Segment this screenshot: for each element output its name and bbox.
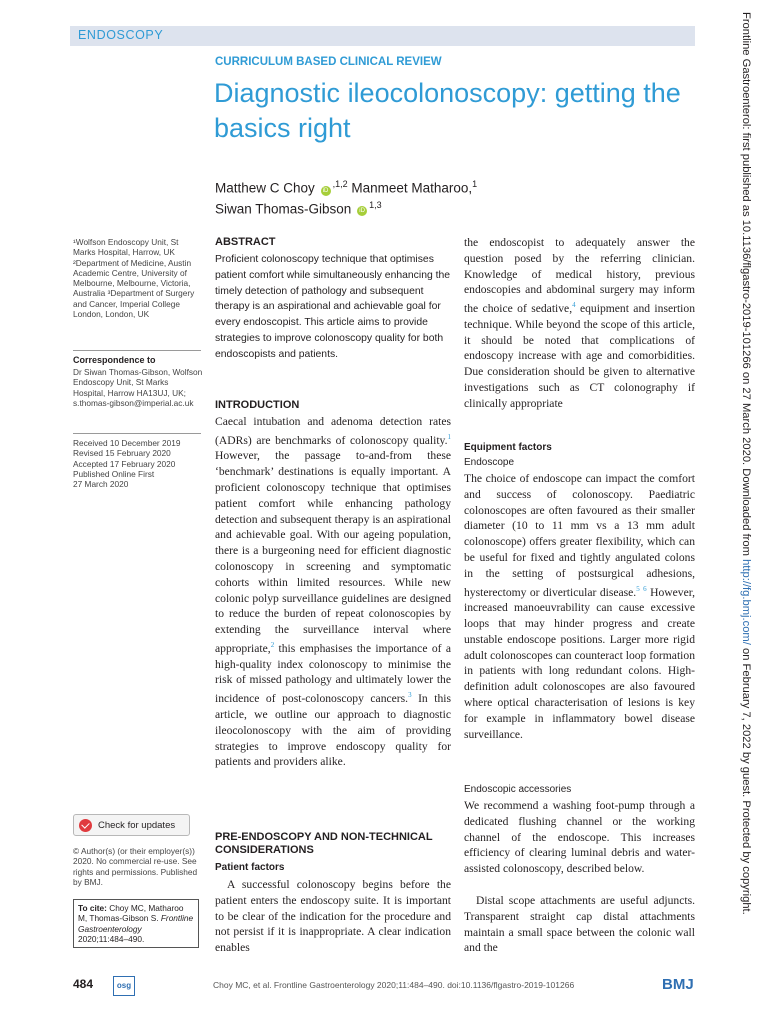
pre-endoscopy-heading: PRE-ENDOSCOPY AND NON-TECHNICAL CONSIDERATIONS: [215, 831, 433, 856]
patient-factors-paragraph: A successful colonoscopy begins before the patient enters the endoscopy suite. It is important to be clear of the indication for the procedure and not persist if it is inappropriate. A clear indication enables: [215, 878, 451, 955]
footer-citation: Choy MC, et al. Frontline Gastroenterology 2020;11:484–490. doi:10.1136/flgastro-2019-101266: [213, 980, 575, 990]
endoscope-heading: Endoscope: [464, 457, 515, 468]
copyright-sidebar: Frontline Gastroenterol: first published as 10.1136/flgastro-2019-101266 on 27 March 2020. Downloaded from http://fg.bmj.com/ on February 7, 2022 by guest. Protected by copyright.: [740, 12, 752, 915]
article-title: Diagnostic ileocolonoscopy: getting the basics right: [214, 78, 681, 143]
endoscopic-accessories-heading: Endoscopic accessories: [464, 784, 572, 795]
introduction-paragraph: Caecal intubation and adenoma detection rates (ADRs) are benchmarks of colonoscopy quality.$^1$ However, the passage to-and-from these ‘benchmark’ destinations is equally important. A proficient colonoscopy technique that optimises patient comfort while enhancing pathology detection and subsequent therapy is an aspirational and achievable goal. With our ageing population, there is a burgeoning need for efficient diagnostic colonoscopy in screening and symptomatic cohorts within limited resources. While new colonic polyp surveillance guidelines are designed to reduce the burden of repeat colonoscopies by extending the surveillance interval where appropriate,$^2$ this emphasises the importance of a high-quality index colonoscopy to minimise the risk of missed pathology and ultimately lower the incidence of post-colonoscopy cancers.$^3$ In this article, we outline our approach to diagnostic ileocolonoscopy with the aim of providing strategies to improve endoscopy quality for patients and providers alike.: [215, 415, 451, 769]
bmj-logo: BMJ: [662, 976, 694, 993]
reference-link[interactable]: 2: [270, 641, 275, 650]
author-affiliation-sup: ,1,2: [332, 179, 348, 189]
reference-link[interactable]: 5: [636, 584, 640, 593]
date-line: 27 March 2020: [73, 479, 129, 490]
to-cite-ref: 2020;11:484–490.: [78, 933, 145, 944]
correspondence-text: Dr Siwan Thomas-Gibson, Wolfson Endoscopy Unit, St Marks Hospital, Harrow HA13UJ, UK; s.thomas-gibson@imperial.ac.uk: [73, 367, 203, 408]
date-line: Published Online First: [73, 468, 155, 479]
article-type: CURRICULUM BASED CLINICAL REVIEW: [215, 56, 442, 68]
check-updates-icon: [79, 819, 92, 832]
affiliations: ¹Wolfson Endoscopy Unit, St Marks Hospital, Harrow, UK ²Department of Medicine, Austin Academic Centre, University of Melbourne, Melbourne, Victoria, Australia ³Department of Surgery and Cancer, Imperial College London, London, UK: [73, 237, 195, 320]
journal-link[interactable]: http://fg.bmj.com/: [740, 559, 752, 645]
accessories-paragraph: We recommend a washing foot-pump through a dedicated flushing channel or the working channel of the endoscope. This increases efficiency of clearing luminal debris and water-assisted colonoscopy, described below.: [464, 799, 695, 876]
orcid-icon[interactable]: iD: [357, 206, 367, 216]
distal-attachments-paragraph: Distal scope attachments are useful adjuncts. Transparent straight cap distal attachments maintain a small space between the colonic wall and the: [464, 894, 695, 955]
to-cite-journal: Frontline Gastroenterology: [78, 913, 194, 934]
abstract-text: Proficient colonoscopy technique that optimises patient comfort while simultaneously enhancing the timely detection of pathology and subsequent therapy is an aspirational and achievable goal for every endoscopist. This article aims to provide strategies to improve colonoscopy quality for both endoscopists and patients.: [215, 254, 451, 360]
introduction-heading: INTRODUCTION: [215, 399, 300, 411]
author-affiliation-sup: 1,3: [369, 199, 382, 210]
page-number: 484: [73, 977, 94, 991]
author-list: [215, 176, 695, 217]
equipment-factors-heading: Equipment factors: [464, 442, 552, 453]
correspondence-heading: Correspondence to: [73, 355, 156, 365]
date-line: Accepted 17 February 2020: [73, 458, 176, 469]
check-updates-label: Check for updates: [98, 819, 176, 831]
sidebar-divider: [73, 350, 201, 351]
reference-link[interactable]: 6: [643, 584, 647, 593]
orcid-icon[interactable]: iD: [321, 186, 331, 196]
article-dates: [73, 438, 203, 489]
check-for-updates-button[interactable]: [73, 814, 190, 836]
patient-factors-heading: Patient factors: [215, 862, 285, 873]
date-line: Received 10 December 2019: [73, 438, 181, 448]
date-line: Revised 15 February 2020: [73, 448, 171, 459]
section-header-bar: [70, 26, 695, 46]
author-name[interactable]: Matthew C Choy: [215, 180, 315, 196]
to-cite-box: [73, 899, 199, 948]
abstract-heading: ABSTRACT: [215, 236, 276, 248]
author-affiliation-sup: 1: [472, 179, 478, 189]
author-name[interactable]: Siwan Thomas-Gibson: [215, 201, 352, 216]
reference-link[interactable]: 1: [447, 432, 451, 441]
osg-logo: osg: [113, 976, 135, 996]
to-cite-text: Choy MC, Matharoo M, Thomas-Gibson S.: [78, 903, 184, 924]
author-name[interactable]: Manmeet Matharoo,: [351, 180, 473, 196]
column2-paragraph: the endoscopist to adequately answer the question posed by the referring clinician. Knowledge of medical history, previous endoscopies and abdominal surgery may inform the choice of sedative,$^4$ equipment and insertion technique. While beyond the scope of this article, it should be noted that complications of endoscopy increase with age and comorbidities. Due consideration should be given to alternative investigations such as CT colonography if clinically appropriate: [464, 236, 696, 410]
journal-section-label: ENDOSCOPY: [78, 28, 164, 42]
reference-link[interactable]: 3: [408, 691, 412, 700]
license-text: © Author(s) (or their employer(s)) 2020. No commercial re-use. See rights and permissions. Published by BMJ.: [73, 846, 198, 887]
sidebar-divider: [73, 433, 201, 434]
endoscope-paragraph: The choice of endoscope can impact the comfort and success of colonoscopy. Paediatric colonoscopes are often favoured as their smaller diameter (10 to 11 mm vs a 13 mm adult colonoscope) offers greater flexibility, which can be useful for fixed and tightly angulated colons in the setting of postsurgical adhesions, hysterectomy or diverticular disease.$^5$ $^6$ However, increased manoeuvrability can cause excessive loops that may hinder progress and create unstable endoscope positions. Larger more rigid adult colonoscopes can counteract loop formation in patients with long redundant colons. High-definition adult colonoscopes are also favoured where optical characterisation of lesions is key for example in inflammatory bowel disease surveillance.: [464, 472, 696, 741]
reference-link[interactable]: 4: [572, 301, 576, 310]
to-cite-label: To cite:: [78, 903, 107, 913]
